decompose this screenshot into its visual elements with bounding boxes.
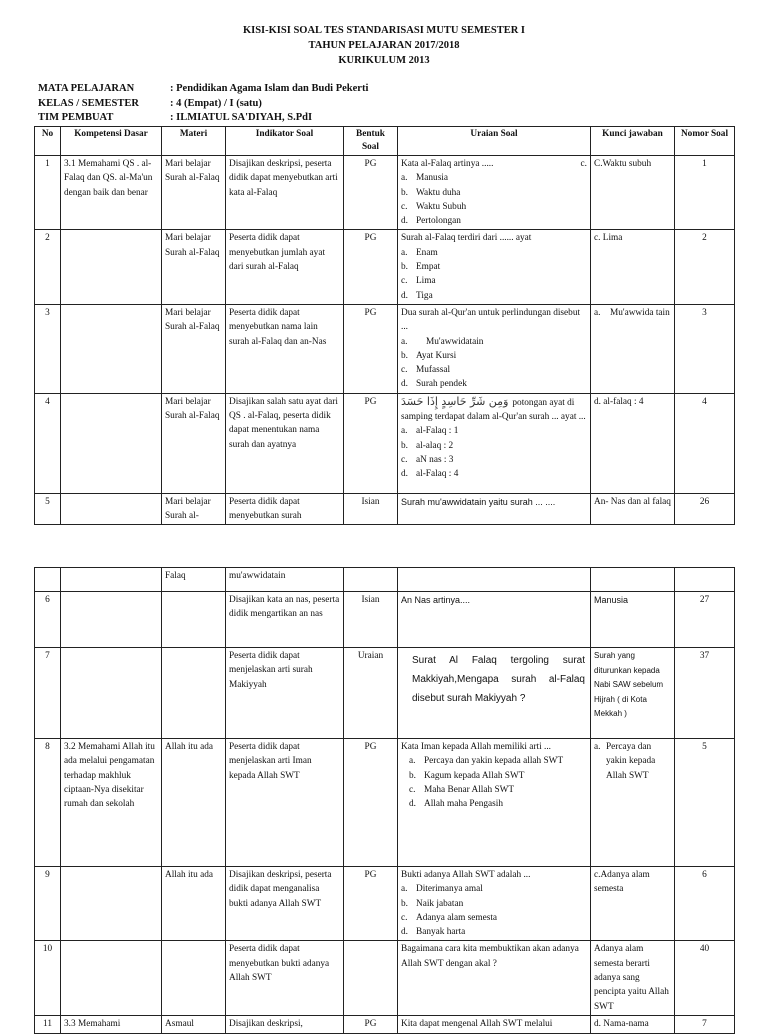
title-line-2: TAHUN PELAJARAN 2017/2018 — [308, 40, 460, 51]
meta-value: : ILMIATUL SA'DIYAH, S.PdI — [170, 112, 313, 123]
bentuk-soal: PG — [344, 1015, 398, 1033]
meta-label: KELAS / SEMESTER — [38, 97, 139, 109]
table-row — [35, 648, 735, 739]
kunci-jawaban: Surah yang diturunkan kepada Nabi SAW sebelum Hijrah ( di Kota Mekkah ) — [591, 648, 675, 739]
table-row — [35, 592, 735, 648]
question-text: potongan ayat di samping terdapat dalam al-Qur'an surah ... ayat ... — [401, 397, 586, 423]
indikator: Disajikan deskripsi, peserta didik dapat menyebutkan arti kata al-Falaq — [226, 156, 344, 230]
nomor-soal: 2 — [675, 230, 735, 304]
materi: Falaq — [162, 568, 226, 592]
meta-row-author — [38, 111, 368, 126]
option: a. Diterimanya amal — [401, 884, 483, 895]
option: d. Tiga — [401, 290, 433, 301]
row-number — [35, 568, 61, 592]
materi — [162, 648, 226, 739]
uraian-soal: Kita dapat mengenal Allah SWT melalui — [398, 1015, 591, 1033]
answer-mark: c. — [580, 159, 587, 169]
uraian-soal: Surat Al Falaq tergoling surat Makkiyah,Mengapa surah al-Falaq disebut surah Makiyyah ? — [398, 648, 591, 739]
option: d. Allah maha Pengasih — [409, 799, 504, 810]
option: d. al-Falaq : 4 — [401, 469, 459, 480]
row-number: 9 — [35, 867, 61, 941]
kompetensi-dasar — [61, 648, 162, 739]
kunci-jawaban: d. Nama-nama — [591, 1015, 675, 1033]
option: b. Naik jabatan — [401, 898, 464, 909]
row-number: 7 — [35, 648, 61, 739]
indikator: Peserta didik dapat menyebutkan bukti adanya Allah SWT — [226, 941, 344, 1015]
nomor-soal: 7 — [675, 1015, 735, 1033]
option: c. Adanya alam semesta — [401, 912, 498, 923]
nomor-soal: 3 — [675, 304, 735, 393]
row-number: 6 — [35, 592, 61, 648]
indikator: Disajikan deskripsi, peserta didik dapat menganalisa bukti adanya Allah SWT — [226, 867, 344, 941]
kompetensi-dasar — [61, 941, 162, 1015]
document-title-block — [0, 23, 768, 68]
question-text: Bukti adanya Allah SWT adalah ... — [401, 870, 531, 880]
materi — [162, 592, 226, 648]
kompetensi-dasar: 3.1 Memahami QS . al-Falaq dan QS. al-Ma'un dengan baik dan benar — [61, 156, 162, 230]
materi: Mari belajar Surah al-Falaq — [162, 304, 226, 393]
question-line — [401, 157, 587, 171]
kunci-jawaban: c. Lima — [591, 230, 675, 304]
kompetensi-dasar — [61, 493, 162, 525]
header-cell: Uraian Soal — [398, 127, 591, 156]
uraian-soal: An Nas artinya.... — [398, 592, 591, 648]
question-text: Surah al-Falaq terdiri dari ...... ayat — [401, 233, 532, 244]
materi: Mari belajar Surah al-Falaq — [162, 393, 226, 493]
row-number: 10 — [35, 941, 61, 1015]
option: b. al-alaq : 2 — [401, 440, 454, 451]
kompetensi-dasar — [61, 393, 162, 493]
table-row — [35, 493, 735, 525]
kisi-kisi-table-page-2 — [34, 567, 735, 1034]
option: c. Lima — [401, 276, 436, 287]
table-row-continued — [35, 568, 735, 592]
bentuk-soal: PG — [344, 867, 398, 941]
kompetensi-dasar — [61, 867, 162, 941]
option: c. Mufassal — [401, 365, 451, 376]
bentuk-soal: PG — [344, 156, 398, 230]
bentuk-soal: PG — [344, 304, 398, 393]
kompetensi-dasar — [61, 304, 162, 393]
question-text: Kata al-Falaq artinya ..... — [401, 159, 494, 169]
nomor-soal: 27 — [675, 592, 735, 648]
meta-info — [38, 82, 368, 126]
kunci-jawaban: An- Nas dan al falaq — [591, 493, 675, 525]
answer-options — [401, 171, 587, 228]
row-number: 5 — [35, 493, 61, 525]
option: a. Manusia — [401, 173, 449, 184]
kunci-jawaban: a. Mu'awwida tain — [591, 304, 675, 393]
option: b. Waktu duha — [401, 187, 461, 198]
bentuk-soal: PG — [344, 739, 398, 867]
option: b. Empat — [401, 262, 441, 273]
table-row — [35, 156, 735, 230]
kunci-jawaban: a. Percaya dan yakin kepada Allah SWT — [591, 739, 675, 867]
uraian-soal — [398, 304, 591, 393]
uraian-soal — [398, 568, 591, 592]
uraian-soal — [398, 156, 591, 230]
indikator: mu'awwidatain — [226, 568, 344, 592]
nomor-soal: 40 — [675, 941, 735, 1015]
materi: Mari belajar Surah al-Falaq — [162, 156, 226, 230]
answer-options — [401, 754, 587, 811]
question-line — [401, 395, 587, 425]
kompetensi-dasar — [61, 230, 162, 304]
materi: Asmaul — [162, 1015, 226, 1033]
option: a. Enam — [401, 247, 438, 258]
option: b. Kagum kepada Allah SWT — [409, 770, 525, 781]
materi: Allah itu ada — [162, 867, 226, 941]
uraian-soal — [398, 867, 591, 941]
kunci-jawaban: C.Waktu subuh — [591, 156, 675, 230]
answer-options — [401, 246, 587, 303]
materi: Mari belajar Surah al- — [162, 493, 226, 525]
bentuk-soal: PG — [344, 393, 398, 493]
kunci-jawaban: c.Adanya alam semesta — [591, 867, 675, 941]
header-cell: Materi — [162, 127, 226, 156]
answer-options — [401, 424, 587, 481]
table-row — [35, 867, 735, 941]
kunci-jawaban: Adanya alam semesta berarti adanya sang pencipta yaitu Allah SWT — [591, 941, 675, 1015]
kunci-jawaban — [591, 568, 675, 592]
table-row — [35, 304, 735, 393]
header-cell: Indikator Soal — [226, 127, 344, 156]
option: c. Maha Benar Allah SWT — [409, 784, 515, 795]
kisi-kisi-table-page-1 — [34, 126, 735, 525]
kompetensi-dasar — [61, 592, 162, 648]
nomor-soal: 37 — [675, 648, 735, 739]
uraian-soal — [398, 230, 591, 304]
kunci-jawaban: d. al-falaq : 4 — [591, 393, 675, 493]
table-row — [35, 393, 735, 493]
option: b. Ayat Kursi — [401, 350, 457, 361]
indikator: Peserta didik dapat menyebutkan surah — [226, 493, 344, 525]
row-number: 3 — [35, 304, 61, 393]
header-cell: Kompetensi Dasar — [61, 127, 162, 156]
nomor-soal: 26 — [675, 493, 735, 525]
indikator: Disajikan kata an nas, peserta didik mengartikan an nas — [226, 592, 344, 648]
bentuk-soal: Uraian — [344, 648, 398, 739]
kompetensi-dasar: 3.3 Memahami — [61, 1015, 162, 1033]
header-cell: Bentuk Soal — [344, 127, 398, 156]
uraian-soal — [398, 739, 591, 867]
question-text: Kata Iman kepada Allah memiliki arti ... — [401, 742, 551, 752]
meta-value: : Pendidikan Agama Islam dan Budi Pekerti — [170, 83, 369, 94]
table-row — [35, 739, 735, 867]
nomor-soal: 4 — [675, 393, 735, 493]
answer-options — [401, 335, 587, 392]
table-row — [35, 230, 735, 304]
materi: Allah itu ada — [162, 739, 226, 867]
uraian-soal: Surah mu'awwidatain yaitu surah ... .... — [398, 493, 591, 525]
row-number: 2 — [35, 230, 61, 304]
title-line-3: KURIKULUM 2013 — [338, 55, 430, 66]
row-number: 11 — [35, 1015, 61, 1033]
option: a. Percaya dan yakin kepada allah SWT — [409, 756, 564, 767]
kompetensi-dasar — [61, 568, 162, 592]
nomor-soal: 1 — [675, 156, 735, 230]
table-row — [35, 941, 735, 1015]
header-cell: Kunci jawaban — [591, 127, 675, 156]
materi: Mari belajar Surah al-Falaq — [162, 230, 226, 304]
indikator: Peserta didik dapat menyebutkan jumlah ayat dari surah al-Falaq — [226, 230, 344, 304]
answer-options — [401, 882, 587, 939]
option: a. Mu'awwidatain — [401, 336, 484, 347]
nomor-soal — [675, 568, 735, 592]
meta-value: : 4 (Empat) / I (satu) — [170, 97, 262, 109]
bentuk-soal: PG — [344, 230, 398, 304]
table-row — [35, 1015, 735, 1033]
kunci-jawaban: Manusia — [591, 592, 675, 648]
header-cell: No — [35, 127, 61, 156]
option: d. Pertolongan — [401, 216, 461, 227]
meta-row-class — [38, 97, 368, 112]
row-number: 8 — [35, 739, 61, 867]
indikator: Disajikan deskripsi, — [226, 1015, 344, 1033]
table-header-row — [35, 127, 735, 156]
option: c. Waktu Subuh — [401, 201, 467, 212]
option: c. aN nas : 3 — [401, 454, 454, 465]
title-line-1: KISI-KISI SOAL TES STANDARISASI MUTU SEMESTER I — [242, 25, 526, 36]
arabic-verse-image: وَمِن شَرِّ حَاسِدٍ إِذَا حَسَدَ — [401, 394, 509, 408]
indikator: Peserta didik dapat menjelaskan arti Iman kepada Allah SWT — [226, 739, 344, 867]
indikator: Peserta didik dapat menyebutkan nama lain surah al-Falaq dan an-Nas — [226, 304, 344, 393]
nomor-soal: 6 — [675, 867, 735, 941]
bentuk-soal: Isian — [344, 493, 398, 525]
indikator: Peserta didik dapat menjelaskan arti surah Makiyyah — [226, 648, 344, 739]
uraian-soal: Bagaimana cara kita membuktikan akan adanya Allah SWT dengan akal ? — [398, 941, 591, 1015]
option: a. al-Falaq : 1 — [401, 426, 459, 437]
row-number: 4 — [35, 393, 61, 493]
nomor-soal: 5 — [675, 739, 735, 867]
meta-row-subject — [38, 82, 368, 97]
indikator: Disajikan salah satu ayat dari QS . al-Falaq, peserta didik dapat menentukan nama surah dan ayatnya — [226, 393, 344, 493]
question-text: Dua surah al-Qur'an untuk perlindungan disebut ... — [401, 307, 581, 333]
row-number: 1 — [35, 156, 61, 230]
meta-label: MATA PELAJARAN — [38, 83, 135, 94]
bentuk-soal — [344, 941, 398, 1015]
header-cell: Nomor Soal — [675, 127, 735, 156]
uraian-soal — [398, 393, 591, 493]
bentuk-soal: Isian — [344, 592, 398, 648]
option: d. Surah pendek — [401, 379, 467, 390]
bentuk-soal — [344, 568, 398, 592]
option: d. Banyak harta — [401, 927, 466, 938]
materi — [162, 941, 226, 1015]
kompetensi-dasar: 3.2 Memahami Allah itu ada melalui pengamatan terhadap makhluk ciptaan-Nya disekitar rumah dan sekolah — [61, 739, 162, 867]
meta-label: TIM PEMBUAT — [38, 112, 114, 123]
